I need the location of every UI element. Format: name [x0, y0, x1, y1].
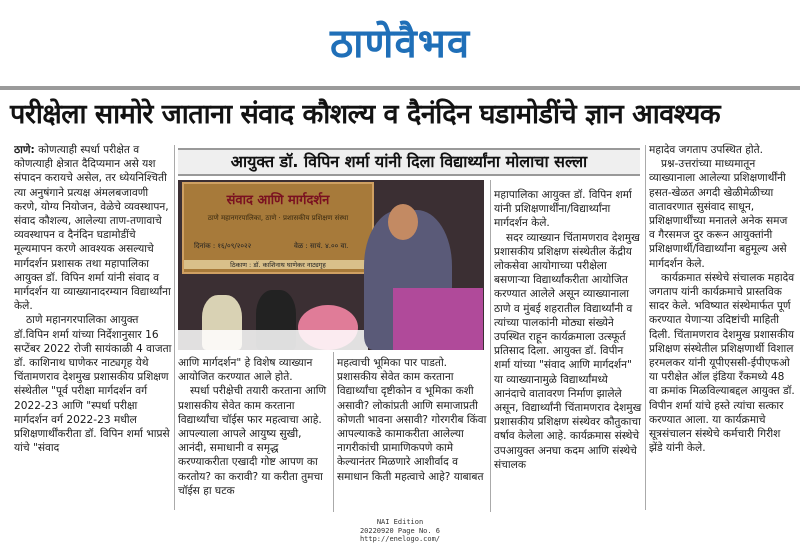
event-photo	[178, 180, 484, 350]
column-divider	[333, 352, 334, 512]
article-column-3	[337, 356, 487, 516]
column-5-paragraph-1: महादेव जगताप उपस्थित होते.	[649, 144, 764, 156]
footer-edition: NAI Edition	[376, 518, 424, 526]
photo-speaker-head	[388, 204, 418, 240]
column-4-paragraph-2: सदर व्याख्यान चिंतामणराव देशमुख प्रशासकीय प्रशिक्षण संस्थेतील केंद्रीय लोकसेवा आयोगाच्या परीक्षेला बसणाऱ्या विद्यार्थ्यांकरीता आयोजित करण्यात आलेले असून व्याख्यानाला ठाणे व मुंबई शहरातील विद्यार्थ्यांनी व त्यांच्या पालकांनी मोठ्या संख्येने उपस्थित राहून कार्यक्रमाला उत्स्फूर्त प्रतिसाद दिला. आयुक्त डॉ. विपीन शर्मा यांच्या "संवाद आणि मार्गदर्शन" या व्याख्यानामुळे विद्यार्थ्यांमध्ये आनंदाचे वातावरण निर्माण झालेले असून, विद्यार्थ्यांनी चिंतामणराव देशमुख प्रशासकीय प्रशिक्षण संस्थेवर कौतुकाचा वर्षाव केलेला आहे. कार्यक्रमास संस्थेचे उपआयुक्त अनघा कदम आणि संस्थेचे संचालक	[494, 231, 642, 471]
article-column-1	[14, 143, 172, 515]
masthead	[0, 0, 800, 80]
banner-subtitle: ठाणे महानगरपालिका, ठाणे · प्रशासकीय प्रशिक्षण संस्था	[207, 214, 349, 222]
article-subheadline: आयुक्त डॉ. विपिन शर्मा यांनी दिला विद्यार्थ्यांना मोलाचा सल्ला	[178, 148, 640, 176]
column-divider	[490, 180, 491, 512]
dateline: ठाणे:	[14, 144, 35, 156]
column-5-paragraph-3: कार्यक्रमात संस्थेचे संचालक महादेव जगताप यांनी कार्यक्रमाचे प्रास्तविक सादर केले. भविष्यात संस्थेमार्फत पूर्ण करण्यात येणाऱ्या उदिष्टांची माहिती दिली. चिंतामणराव देशमुख प्रशासकीय प्रशिक्षण संस्थेतील प्रशिक्षणार्थी विशाल हरमलकर यांनी यूपीएससी-ईपीएफओ या परीक्षेत ऑल इंडिया रँकमध्ये 48 वा क्रमांक मिळविल्याबद्दल आयुक्त डॉ. विपीन शर्मा यांचे हस्ते त्यांचा सत्कार करण्यात आला. या कार्यक्रमाचे सूत्रसंचालन संस्थेचे कर्मचारी गिरीश झेंडे यांनी केले.	[649, 271, 795, 455]
column-1-paragraph-1	[14, 143, 172, 313]
footer-page-number: 20220920 Page No. 6	[359, 526, 441, 535]
column-4-paragraph-1: महापालिका आयुक्त डॉ. विपिन शर्मा यांनी प्रशिक्षणार्थींना/विद्यार्थ्यांना मार्गदर्शन केले.	[494, 189, 632, 230]
column-1-text-1: कोणत्याही स्पर्धा परीक्षेत व कोणत्याही क्षेत्रात दैदिप्यमान असे यश संपादन करायचे असेल, तर ध्येयनिश्चिती त्या अनुषंगाने प्रत्यक्ष अंमलबजावणी करणे, योग्य नियोजन, वेळेचे व्यवस्थापन, संवाद कौशल्य, आलेल्या ताण-तणावाचे व्यवस्थापन व दैनंदिन घडामोडींचे मूल्यमापन करणे आवश्यक असल्याचे मार्गदर्शन प्रशासक तथा महापालिका आयुक्त डॉ. विपिन शर्मा यांनी संवाद व मार्गदर्शन या व्याख्यानादरम्यान विद्यार्थ्यांना केले.	[14, 144, 171, 313]
column-2-paragraph-2: स्पर्धा परीक्षेची तयारी करताना आणि प्रशासकीय सेवेत काम करताना विद्यार्थ्यांचा चॉईस फार महत्वाचा आहे. आपल्याला आपले आयुष्य सुखी, आनंदी, समाधानी व समृद्ध करण्याकरीता एखादी गोष्ट आपण का करतोय? का करावी? या करीता तुमचा चॉईस हा घटक	[178, 385, 327, 497]
column-divider	[645, 145, 646, 510]
page-footer	[0, 518, 800, 543]
column-divider	[174, 145, 175, 510]
article-column-5	[649, 143, 796, 515]
banner-date: दिनांक : १६/०९/२०२२	[194, 242, 252, 250]
column-2-paragraph-1: आणि मार्गदर्शन" हे विशेष व्याख्यान आयोजित करण्यात आले होते.	[178, 357, 313, 384]
banner-title: संवाद आणि मार्गदर्शन	[226, 193, 330, 208]
article-headline: परीक्षेला सामोरे जाताना संवाद कौशल्य व दैनंदिन घडामोडींचे ज्ञान आवश्यक	[10, 99, 721, 130]
article-column-2	[178, 356, 330, 516]
photo-podium	[393, 288, 483, 350]
column-3-paragraph-1: महत्वाची भूमिका पार पाडतो. प्रशासकीय सेवेत काम करताना विद्यार्थ्यांचा दृष्टीकोन व भूमिका कशी असावी? लोकांप्रती आणि समाजाप्रती कोणती भावना असावी? गोरगरीब किंवा आपल्याकडे कामाकरीता आलेल्या नागरीकांची प्रामाणिकपणे कामे केल्यानंतर मिळणारे आशीर्वाद व समाधान किती महत्वाचे आहे? याबाबत	[337, 357, 487, 483]
photo-dais-table	[178, 330, 368, 350]
footer-url: http://enelogo.com/	[359, 535, 441, 543]
banner-venue: ठिकाण : डॉ. काशिनाथ घाणेकर नाट्यगृह	[184, 260, 372, 269]
newspaper-name: ठाणेवैभव	[329, 21, 471, 67]
article-column-4	[494, 188, 642, 516]
event-banner	[182, 182, 374, 274]
masthead-divider	[0, 86, 800, 90]
column-1-paragraph-2: ठाणे महानगरपालिका आयुक्त डॉ.विपिन शर्मा यांच्या निर्देशानुसार 16 सप्टेंबर 2022 रोजी सायंकाळी 4 वाजता डॉ. काशिनाथ घाणेकर नाट्यगृह येथे चिंतामणराव देशमुख प्रशासकीय प्रशिक्षण संस्थेतील "पूर्व परीक्षा मार्गदर्शन वर्ग 2022-23 आणि "स्पर्धा परीक्षा मार्गदर्शन वर्ग 2022-23 मधील प्रशिक्षणार्थींकरीता डॉ. विपिन शर्मा भाप्रसे यांचे "संवाद	[14, 314, 172, 455]
banner-time: वेळ : सायं. ४.०० वा.	[294, 242, 349, 250]
column-5-paragraph-2: प्रश्न-उत्तरांच्या माध्यमातून व्याख्यानाला आलेल्या प्रशिक्षणार्थींनी हसत-खेळत अगदी खेळीमेळीच्या वातावरणात सुसंवाद साधून, प्रशिक्षणार्थींच्या मनातले अनेक समज व गैरसमज दुर करून आयुक्तांनी प्रशिक्षणार्थी/विद्यार्थ्यांना बहुमूल्य असे मार्गदर्शन केले.	[649, 158, 788, 270]
